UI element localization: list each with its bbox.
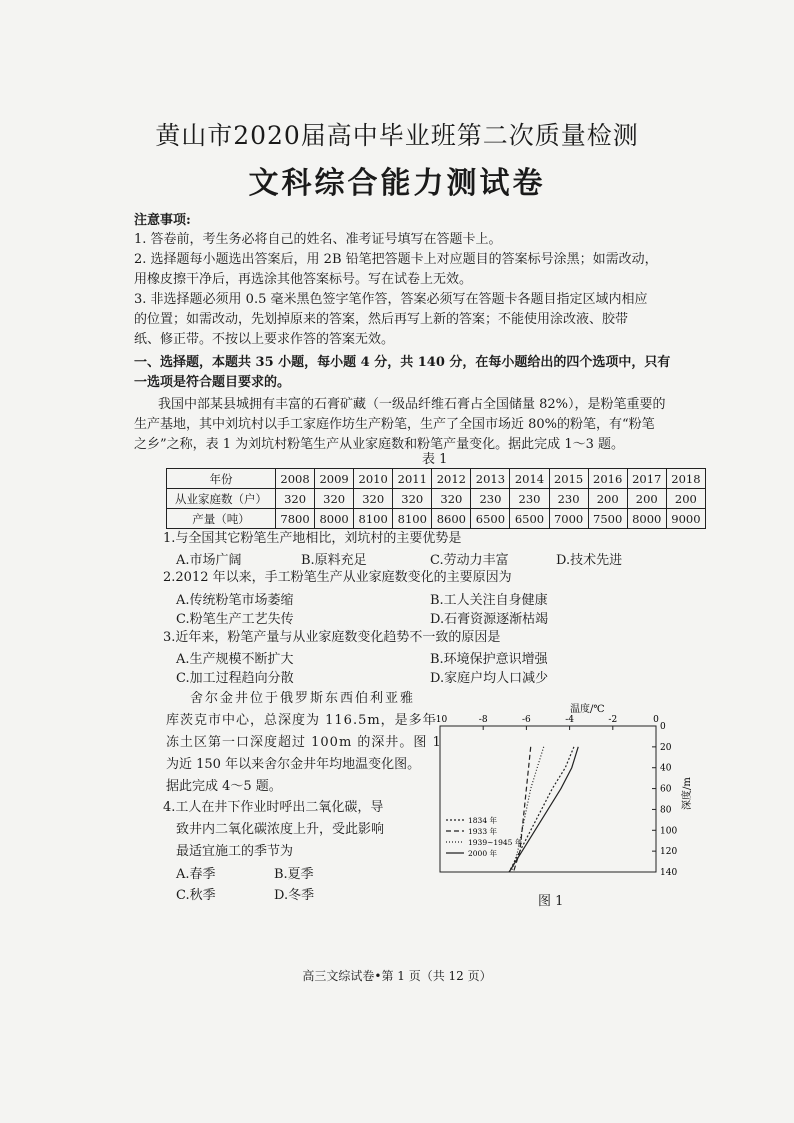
y-tick-label: 100: [660, 826, 678, 837]
table-cell: 320: [354, 489, 393, 509]
table-cell: 200: [588, 489, 627, 509]
option-a: A.春季: [176, 867, 216, 882]
option-a: A.市场广阔: [176, 553, 242, 568]
series-line: [513, 747, 530, 872]
x-tick-label: -10: [432, 715, 448, 725]
table-cell: 2009: [315, 469, 354, 489]
table-cell: 230: [549, 489, 588, 509]
table-cell: 6500: [510, 509, 549, 529]
passage-line: 库茨克市中心，总深度为 116.5m，是多年: [166, 713, 437, 728]
section-heading: 一选项是符合题目要求的。: [134, 375, 291, 390]
table-cell: 7800: [276, 509, 315, 529]
question-stem: 3.近年来，粉笔产量与从业家庭数变化趋势不一致的原因是: [163, 630, 501, 645]
y-tick-label: 140: [660, 868, 678, 878]
option-d: D.石膏资源逐渐枯竭: [430, 612, 549, 627]
y-tick-label: 40: [660, 763, 672, 774]
option-c: C.粉笔生产工艺失传: [176, 612, 294, 627]
chart-series: [509, 747, 578, 872]
table-cell: 从业家庭数（户）: [167, 489, 276, 509]
x-ticks: [433, 715, 659, 730]
table-cell: 320: [393, 489, 432, 509]
table-header-row: [167, 469, 706, 489]
table-cell: 2008: [276, 469, 315, 489]
passage-line: 之乡”之称，表 1 为刘坑村粉笔生产从业家庭数和粉笔产量变化。据此完成 1～3 题。: [134, 437, 624, 452]
table-cell: 年份: [167, 469, 276, 489]
table-cell: 2014: [510, 469, 549, 489]
notice-item: 2. 选择题每小题选出答案后，用 2B 铅笔把答题卡上对应题目的答案标号涂黑；如需改动，: [134, 252, 658, 267]
chart-legend: [446, 815, 523, 858]
question-stem: 4.工人在井下作业时呼出二氧化碳，导: [163, 800, 384, 815]
x-tick-label: -2: [608, 715, 618, 725]
table-cell: 8000: [315, 509, 354, 529]
y-tick-label: 60: [660, 784, 672, 795]
series-line: [511, 747, 543, 872]
y-axis-label: 深度/m: [682, 777, 693, 810]
passage-line: 冻土区第一口深度超过 100m 的深井。图 1: [166, 735, 442, 750]
table-cell: 7000: [549, 509, 588, 529]
passage-line: 舍尔金井位于俄罗斯东西伯利亚雅: [190, 691, 416, 706]
passage-line: 据此完成 4～5 题。: [166, 779, 282, 794]
table-cell: 320: [276, 489, 315, 509]
table-cell: 8600: [432, 509, 471, 529]
legend-label: 2000 年: [468, 849, 497, 858]
table-cell: 2012: [432, 469, 471, 489]
page-footer: 高三文综试卷•第 1 页（共 12 页）: [302, 969, 492, 983]
legend-label: 1933 年: [468, 827, 497, 836]
y-tick-label: 0: [660, 722, 666, 732]
figure-caption: 图 1: [538, 894, 564, 909]
table-cell: 2011: [393, 469, 432, 489]
y-tick-label: 20: [660, 742, 672, 753]
option-a: A.传统粉笔市场萎缩: [176, 593, 294, 608]
notice-item: 用橡皮擦干净后，再选涂其他答案标号。写在试卷上无效。: [134, 272, 473, 287]
option-d: D.家庭户均人口减少: [430, 671, 549, 686]
notice-item: 3. 非选择题必须用 0.5 毫米黑色签字笔作答，答案必须写在答题卡各题目指定区域内相应: [134, 292, 648, 307]
option-c: C.劳动力丰富: [430, 553, 509, 568]
question-stem: 最适宜施工的季节为: [176, 844, 294, 859]
option-c: C.加工过程趋向分散: [176, 671, 294, 686]
notice-item: 的位置；如需改动，先划掉原来的答案，然后再写上新的答案；不能使用涂改液、胶带: [134, 312, 629, 327]
table-cell: 320: [315, 489, 354, 509]
passage-line: 我国中部某县城拥有丰富的石膏矿藏（一级品纤维石膏占全国储量 82%），是粉笔重要的: [158, 397, 666, 412]
table-cell: 2016: [588, 469, 627, 489]
table-cell: 320: [432, 489, 471, 509]
table-cell: 230: [471, 489, 510, 509]
legend-label: 1834 年: [468, 816, 497, 825]
table-row: [167, 509, 706, 529]
x-tick-label: -8: [478, 715, 488, 725]
notice-item: 纸、修正带。不按以上要求作答的答案无效。: [134, 332, 395, 347]
table-caption: 表 1: [422, 452, 448, 467]
table-cell: 200: [627, 489, 666, 509]
x-axis-label: 温度/℃: [570, 704, 605, 715]
table-cell: 200: [666, 489, 705, 509]
x-tick-label: -4: [565, 715, 574, 725]
table-cell: 9000: [666, 509, 705, 529]
option-d: D.冬季: [274, 888, 315, 903]
section-heading: 一、选择题，本题共 35 小题，每小题 4 分，共 140 分，在每小题给出的四个选项中，只有: [134, 355, 671, 370]
option-b: B.夏季: [274, 867, 314, 882]
option-c: C.秋季: [176, 888, 216, 903]
passage-line: 生产基地，其中刘坑村以手工家庭作坊生产粉笔，生产了全国市场近 80%的粉笔，有“粉笔: [134, 417, 655, 432]
option-b: B.环境保护意识增强: [430, 652, 548, 667]
option-d: D.技术先进: [556, 553, 623, 568]
table-cell: 8000: [627, 509, 666, 529]
table-cell: 8100: [393, 509, 432, 529]
x-tick-label: 0: [653, 715, 659, 725]
table-cell: 2018: [666, 469, 705, 489]
passage-line: 为近 150 年以来舍尔金井年均地温变化图。: [166, 757, 421, 772]
notice-item: 1. 答卷前，考生务必将自己的姓名、准考证号填写在答题卡上。: [134, 232, 502, 247]
table-cell: 2017: [627, 469, 666, 489]
exam-title: 黄山市2020届高中毕业班第二次质量检测: [155, 121, 639, 150]
table-row: [167, 489, 706, 509]
table-1: [166, 468, 706, 529]
notice-heading: 注意事项:: [134, 213, 191, 228]
table-cell: 8100: [354, 509, 393, 529]
table-cell: 230: [510, 489, 549, 509]
question-stem: 1.与全国其它粉笔生产地相比，刘坑村的主要优势是: [163, 531, 462, 546]
legend-label: 1939~1945 年: [468, 838, 523, 847]
table-cell: 6500: [471, 509, 510, 529]
temperature-depth-chart: [420, 700, 710, 885]
table-cell: 产量（吨）: [167, 509, 276, 529]
y-tick-label: 120: [660, 847, 678, 858]
table-cell: 2010: [354, 469, 393, 489]
option-a: A.生产规模不断扩大: [176, 652, 294, 667]
option-b: B.工人关注自身健康: [430, 593, 548, 608]
table-cell: 7500: [588, 509, 627, 529]
question-stem: 2.2012 年以来，手工粉笔生产从业家庭数变化的主要原因为: [163, 570, 512, 585]
y-tick-label: 80: [660, 805, 672, 816]
exam-subtitle: 文科综合能力测试卷: [248, 166, 546, 201]
table-cell: 2013: [471, 469, 510, 489]
x-tick-label: -6: [522, 715, 531, 725]
table-cell: 2015: [549, 469, 588, 489]
option-b: B.原料充足: [301, 553, 367, 568]
question-stem: 致井内二氧化碳浓度上升，受此影响: [176, 822, 385, 837]
